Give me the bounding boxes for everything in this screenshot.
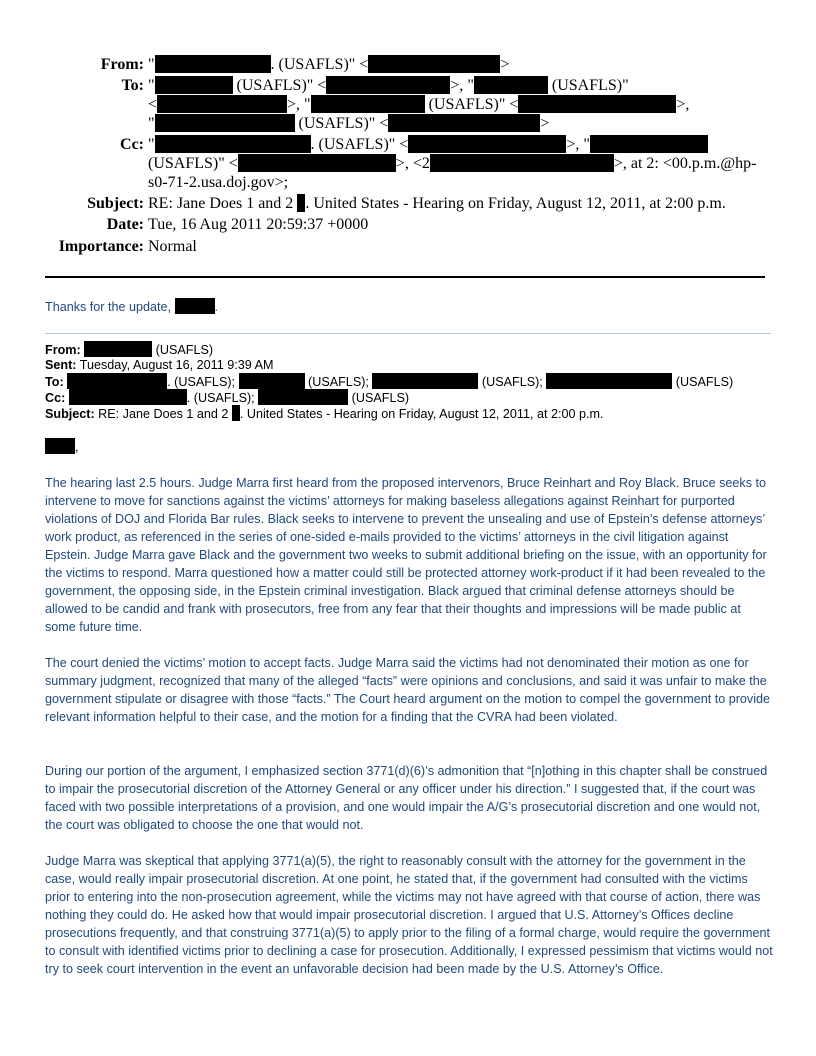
from-value bbox=[148, 55, 509, 74]
subject-value bbox=[148, 194, 726, 213]
text-fragment: (USAFLS)" < bbox=[148, 155, 238, 172]
redaction bbox=[258, 389, 348, 405]
text-fragment: >, " bbox=[566, 136, 590, 153]
text-fragment: (USAFLS) bbox=[152, 343, 214, 357]
label: Subject: bbox=[45, 407, 95, 421]
text-fragment: (USAFLS)" < bbox=[294, 115, 389, 132]
header-divider bbox=[45, 276, 765, 278]
redaction bbox=[239, 373, 305, 389]
date-label: Date: bbox=[106, 216, 144, 233]
subject-label: Subject: bbox=[87, 195, 144, 212]
quoted-from bbox=[45, 341, 213, 358]
text-fragment: , bbox=[75, 440, 79, 454]
redaction bbox=[474, 76, 548, 94]
to-label: To: bbox=[121, 77, 144, 94]
text-fragment: . (USAFLS)" < bbox=[270, 56, 369, 73]
redaction bbox=[67, 373, 167, 389]
text-fragment: Thanks for the update, bbox=[45, 300, 175, 314]
redaction bbox=[155, 76, 233, 94]
redaction bbox=[311, 95, 425, 113]
redaction bbox=[590, 135, 708, 153]
cc-value-line2 bbox=[148, 154, 756, 173]
text-fragment: . United States - Hearing on Friday, August 12, 2011, at 2:00 p.m. bbox=[239, 407, 604, 421]
redaction bbox=[157, 95, 287, 113]
redaction bbox=[155, 55, 271, 73]
greeting bbox=[45, 438, 79, 455]
label: Sent: bbox=[45, 358, 77, 372]
reply-text bbox=[45, 298, 218, 314]
redaction bbox=[155, 135, 311, 153]
text-fragment: >, bbox=[676, 96, 690, 113]
text-fragment: " bbox=[148, 115, 155, 132]
redaction bbox=[232, 405, 240, 421]
quoted-separator bbox=[45, 333, 771, 334]
redaction bbox=[408, 135, 566, 153]
body-paragraph-3: During our portion of the argument, I emphasized section 3771(d)(6)’s admonition that “[n]othing in this chapter shall be construed to impair the prosecutorial discretion of the Attorney General or any officer under his direction.” I suggested that, if the court was faced with two possible interpretations of a provision, and one would impair the A/G’s prosecutorial discretion and one would not, the court was obligated to choose the one that would not. bbox=[45, 764, 768, 832]
to-value-line3 bbox=[148, 114, 549, 133]
text-fragment: >, <2 bbox=[395, 155, 430, 172]
redaction bbox=[372, 373, 478, 389]
body-paragraph-1: The hearing last 2.5 hours. Judge Marra first heard from the proposed intervenors, Bruce Reinhart and Roy Black. Bruce seeks to intervene to move for sanctions against the victims’ attorneys for making baseless allegations against Reinhart for purported violations of DOJ and Florida Bar rules. Black seeks to intervene to prevent the unsealing and use of Epstein’s defense attorneys’ work product, as referenced in the series of one-sided e-mails provided to the victims’ attorneys in the civil litigation against Epstein. Judge Marra gave Black and the government two weeks to submit additional briefing on the issue, with an opportunity for the victims to respond. Marra questioned how a matter could still be protected attorney work-product if it had been revealed to the government, the opposing side, in the Epstein criminal investigation. Black argued that criminal defense attorneys should be allowed to be candid and frank with prosecutors, free from any fear that their thoughts and impressions will be made public at some future time. bbox=[45, 476, 767, 634]
body-paragraph-4: Judge Marra was skeptical that applying 3771(a)(5), the right to reasonably consult with the attorney for the government in the case, would really impair prosecutorial discretion. At one point, he stated that, if the government had consulted with the victims prior to entering into the non-prosecution agreement, while the victims may not have agreed with that course of action, there was nothing they could do. He asked how that would impair prosecutorial discretion. I argued that U.S. Attorney’s Offices decline prosecutions frequently, and that construing 3771(a)(5) to apply prior to the filing of a formal charge, would require the government to consult with identified victims prior to declining a case for prosecution. Additionally, I expressed pessimism that victims would not try to seek court intervention in the event an unfavorable decision had been made by the U.S. Attorney’s Office. bbox=[45, 854, 773, 976]
text-fragment: >, at 2: <00.p.m.@hp- bbox=[613, 155, 757, 172]
redaction bbox=[84, 341, 152, 357]
cc-label: Cc: bbox=[120, 136, 144, 153]
importance-value: Normal bbox=[148, 238, 197, 255]
text-fragment: " bbox=[148, 136, 155, 153]
redaction bbox=[546, 373, 672, 389]
redaction bbox=[238, 154, 396, 172]
email-header bbox=[0, 0, 816, 260]
quoted-sent bbox=[45, 357, 273, 373]
text-fragment: >, " bbox=[287, 96, 311, 113]
redaction bbox=[430, 154, 614, 172]
redaction bbox=[518, 95, 676, 113]
quoted-to bbox=[45, 373, 733, 390]
text-fragment: >, " bbox=[450, 77, 474, 94]
cc-value-line1 bbox=[148, 135, 708, 154]
text-fragment: Tuesday, August 16, 2011 9:39 AM bbox=[76, 358, 274, 372]
quoted-subject bbox=[45, 405, 603, 422]
redaction bbox=[326, 76, 450, 94]
redaction bbox=[175, 298, 215, 314]
redaction bbox=[155, 114, 295, 132]
label: To: bbox=[45, 375, 64, 389]
redaction bbox=[388, 114, 540, 132]
from-label: From: bbox=[100, 56, 144, 73]
redaction bbox=[69, 389, 187, 405]
text-fragment: RE: Jane Does 1 and 2 bbox=[148, 195, 298, 212]
text-fragment: . United States - Hearing on Friday, August 12, 2011, at 2:00 p.m. bbox=[305, 195, 726, 212]
date-value: Tue, 16 Aug 2011 20:59:37 +0000 bbox=[148, 216, 369, 233]
text-fragment: RE: Jane Does 1 and 2 bbox=[94, 407, 232, 421]
body-paragraph-2: The court denied the victims’ motion to accept facts. Judge Marra said the victims had not denominated their motion as one for summary judgment, recognized that many of the alleged “facts” were opinions and conclusions, and said it was unfair to make the government stipulate or disagree with those “facts.” The Court heard argument on the motion to compel the government to provide relevant information helpful to their case, and the motion for a finding that the CVRA had been violated. bbox=[45, 656, 771, 724]
cc-value-line3: s0-71-2.usa.doj.gov>; bbox=[148, 174, 289, 191]
text-fragment: (USAFLS) bbox=[348, 391, 410, 405]
text-fragment: (USAFLS)" < bbox=[424, 96, 519, 113]
label: From: bbox=[45, 343, 81, 357]
text-fragment: . (USAFLS); bbox=[186, 391, 259, 405]
redaction bbox=[45, 438, 75, 454]
text-fragment: (USAFLS) bbox=[672, 375, 734, 389]
importance-label: Importance: bbox=[58, 238, 144, 255]
quoted-cc bbox=[45, 389, 409, 406]
text-fragment: (USAFLS); bbox=[478, 375, 547, 389]
text-fragment: (USAFLS)" bbox=[547, 77, 629, 94]
text-fragment: > bbox=[500, 56, 510, 73]
text-fragment: . (USAFLS)" < bbox=[310, 136, 409, 153]
text-fragment: " bbox=[148, 56, 155, 73]
text-fragment: (USAFLS); bbox=[304, 375, 373, 389]
text-fragment: . bbox=[214, 300, 219, 314]
to-value-line1 bbox=[148, 76, 629, 95]
redaction bbox=[368, 55, 500, 73]
text-fragment: " bbox=[148, 77, 155, 94]
label: Cc: bbox=[45, 391, 66, 405]
text-fragment: < bbox=[148, 96, 158, 113]
text-fragment: . (USAFLS); bbox=[167, 375, 239, 389]
text-fragment: > bbox=[540, 115, 550, 132]
to-value-line2 bbox=[148, 95, 689, 114]
text-fragment: (USAFLS)" < bbox=[232, 77, 327, 94]
